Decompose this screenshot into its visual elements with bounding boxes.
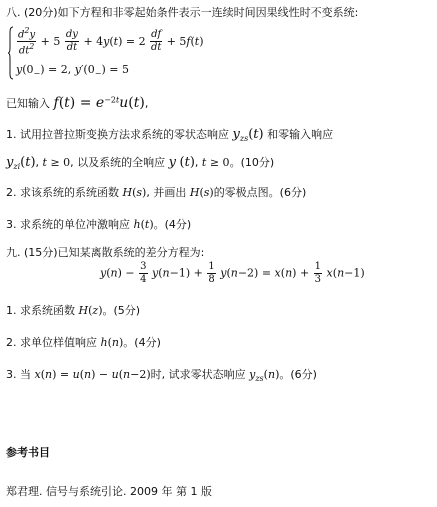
- q9-part2-b: 。(4分): [123, 336, 161, 349]
- q9-part1: 1. 求系统函数 H(z)。(5分): [6, 304, 141, 317]
- q8-part1-line1: 1. 试用拉普拉斯变换方法求系统的零状态响应 $y_{zs}(t)$ 和零输入响应: [6, 127, 334, 144]
- q9-part3-a: 3. 当: [6, 368, 31, 381]
- q8-initial-conditions: $y(0_-) = 2$, $y'(0_-) = 5$: [16, 63, 129, 79]
- q8-part1-d: (10分): [240, 156, 275, 169]
- reference-book: 郑君理. 信号与系统引论. 2009 年 第 1 版: [6, 485, 212, 498]
- brace-icon: [8, 26, 14, 80]
- q9-part3-b: 时, 试求零状态响应: [150, 368, 246, 381]
- references-title: 参考书目: [6, 446, 50, 459]
- q9-difference-equation: y(n) − $\frac{3}{4}$ y(n−1) + $\frac{1}{8}$ y(n−2) = x(n) + $\frac{1}{3}$ x(n−1): [100, 261, 365, 285]
- q8-part3-a: 3. 求系统的单位冲激响应: [6, 218, 130, 231]
- q8-part3-b: 。(4分): [153, 218, 192, 231]
- q9-part3-c: 。(6分): [279, 368, 317, 381]
- q9-part1-b: 。(5分): [102, 304, 141, 317]
- q8-part2-c: 的零极点图。(6分): [213, 186, 307, 199]
- known-input-prefix: 已知输入: [6, 97, 50, 110]
- q8-part2: 2. 求该系统的系统函数 H(s), 并画出 H(s)的零极点图。(6分): [6, 186, 307, 199]
- q8-known-input: 已知输入 $f(t) = e^{-2t}u(t)$,: [6, 95, 149, 111]
- q8-part1-b: 和零输入响应: [267, 128, 334, 141]
- q9-part2-a: 2. 求单位样值响应: [6, 336, 97, 349]
- q8-part1-c: , 以及系统的全响应: [70, 156, 166, 169]
- q8-part3: 3. 求系统的单位冲激响应 h(t)。(4分): [6, 218, 192, 231]
- q9-part3: 3. 当 x(n) = u(n) − u(n−2)时, 试求零状态响应 $y_{zs}(n)$。(6分): [6, 368, 317, 384]
- q8-title: 八. (20分)如下方程和非零起始条件表示一连续时间因果线性时不变系统:: [6, 6, 359, 19]
- q8-differential-equation: $\frac{d^2y}{dt^2}$ + 5 $\frac{dy}{dt}$ + 4y(t) = 2 $\frac{df}{dt}$ + 5f(t): [18, 26, 204, 57]
- q8-part2-b: , 并画出: [146, 186, 187, 199]
- q8-part1-a: 1. 试用拉普拉斯变换方法求系统的零状态响应: [6, 128, 229, 141]
- q9-title: 九. (15分)已知某离散系统的差分方程为:: [6, 246, 205, 259]
- q9-part2: 2. 求单位样值响应 h(n)。(4分): [6, 336, 161, 349]
- q8-part1-line2: $y_{zi}(t)$, t ≥ 0, 以及系统的全响应 y (t), t ≥ 0。(10分): [6, 155, 275, 172]
- q8-part2-a: 2. 求该系统的系统函数: [6, 186, 119, 199]
- q9-part1-a: 1. 求系统函数: [6, 304, 75, 317]
